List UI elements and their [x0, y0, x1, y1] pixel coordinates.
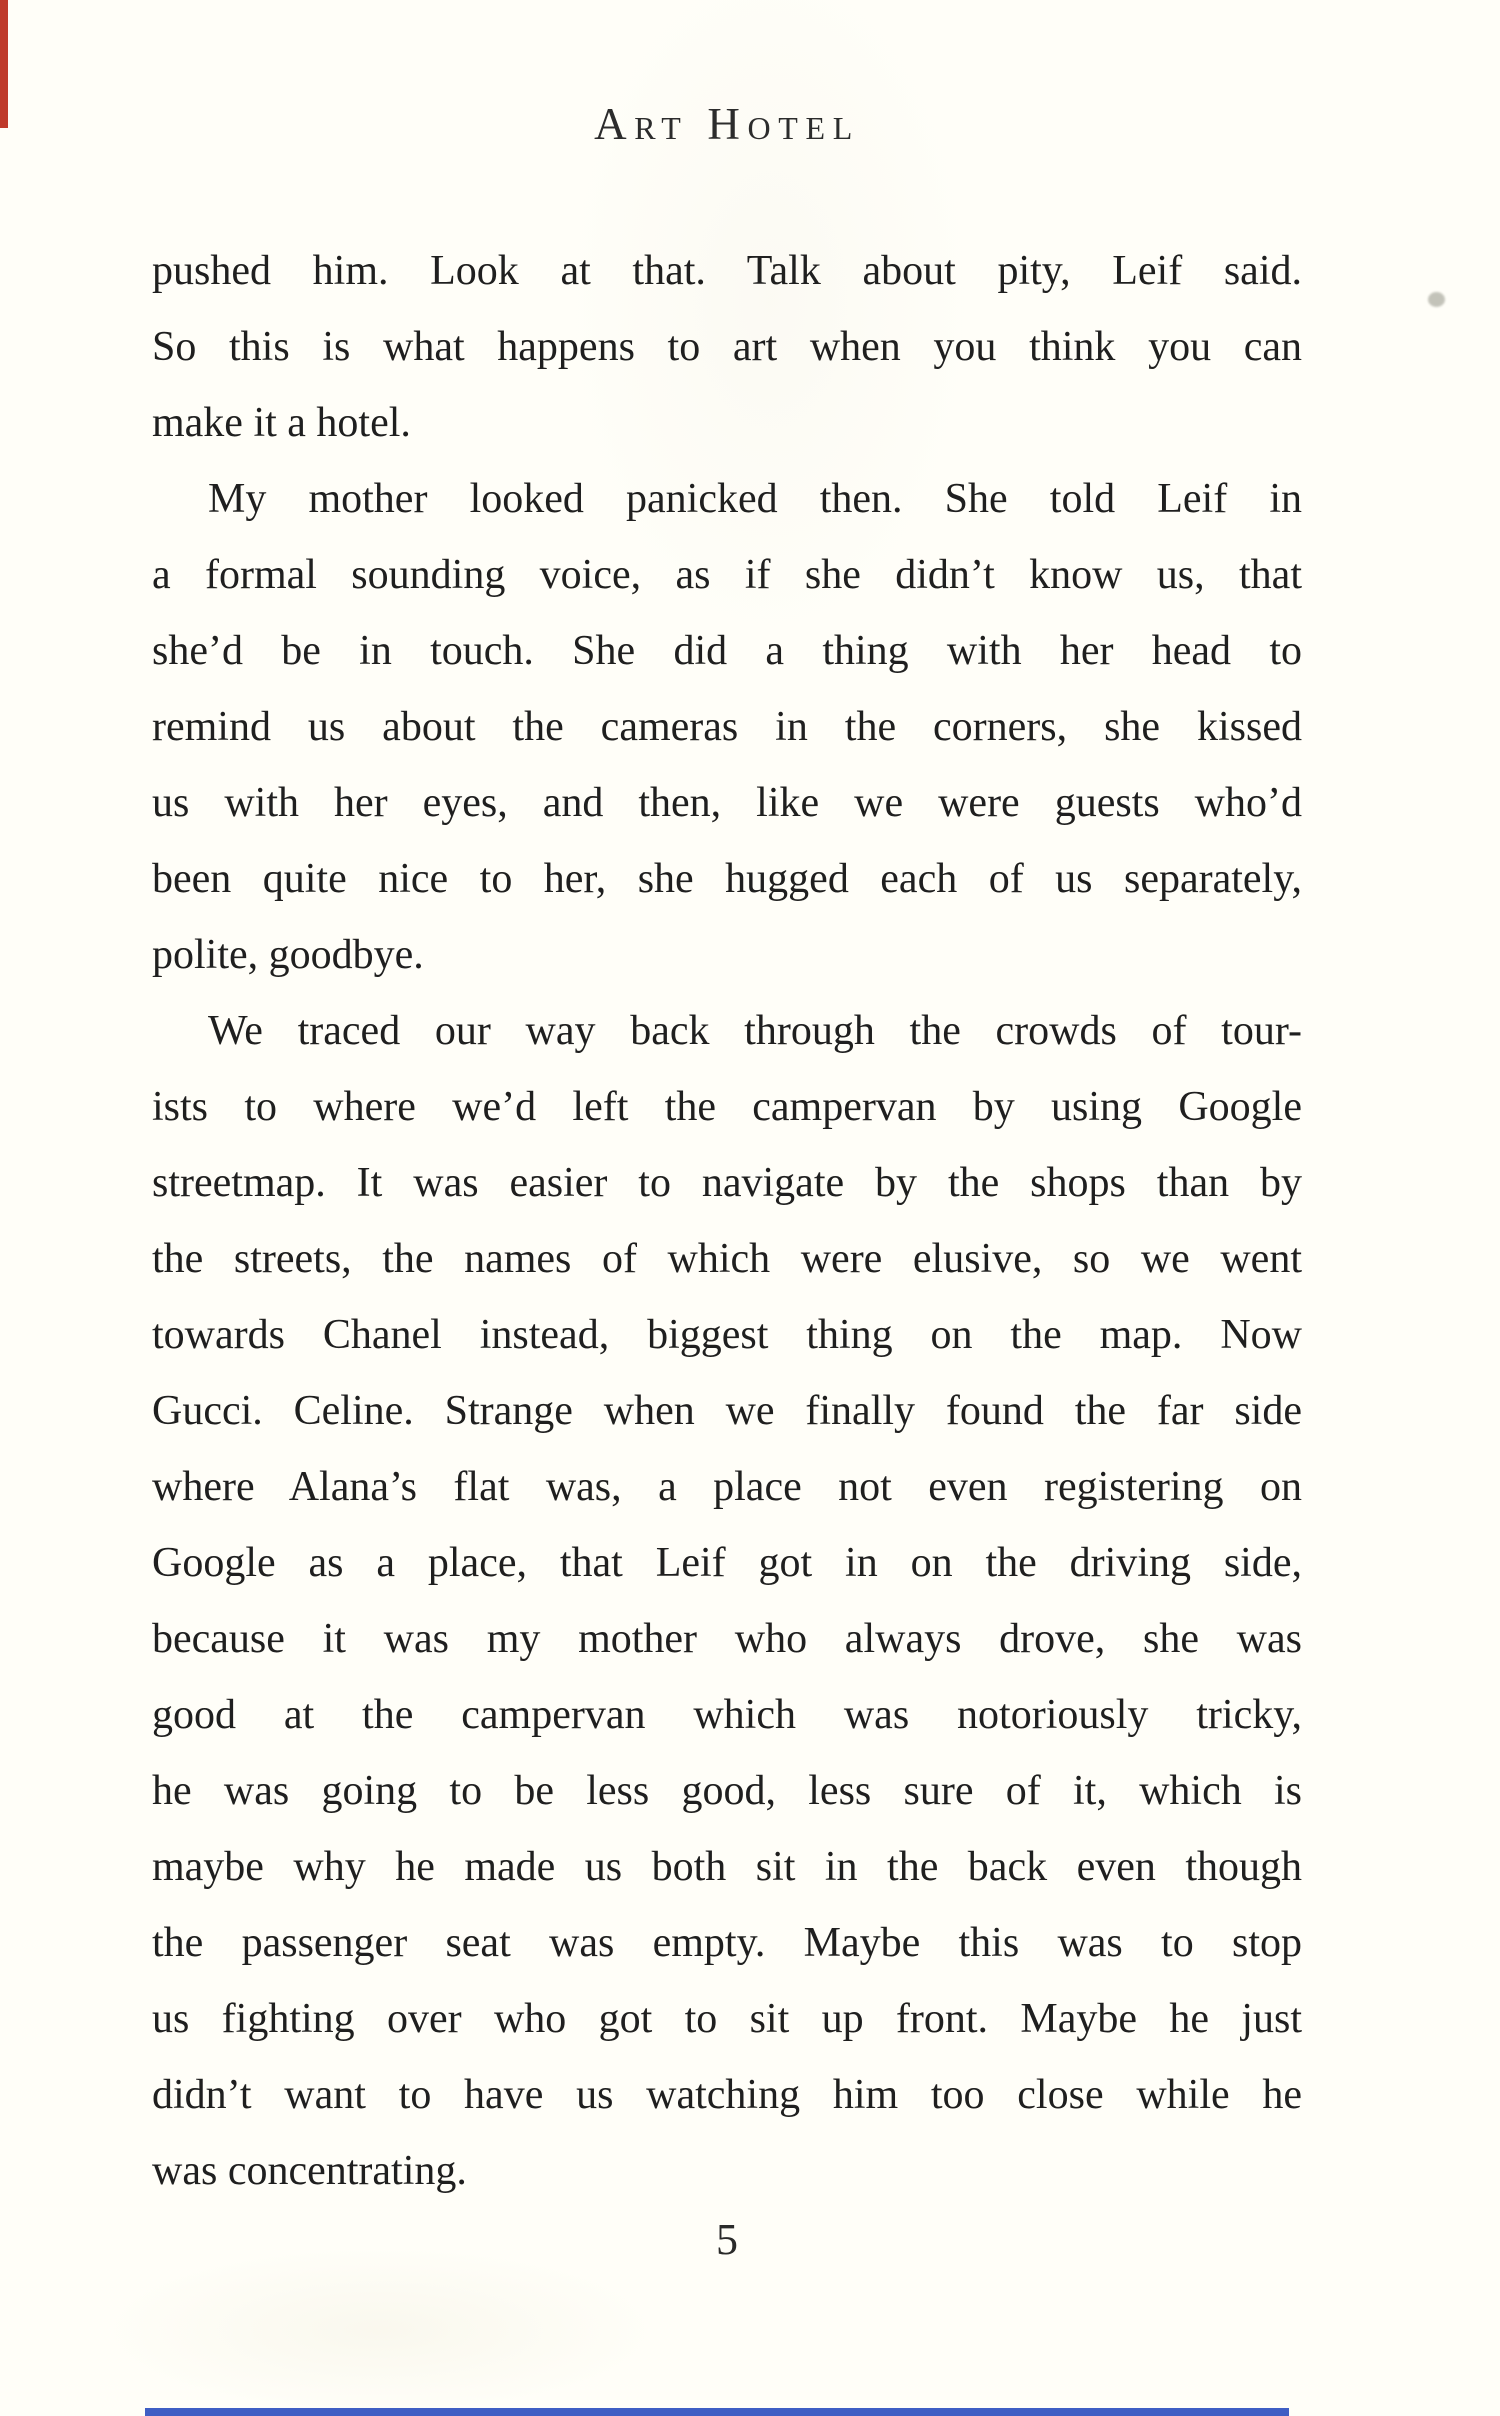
text-line: the streets, the names of which were elusive, so we went: [152, 1236, 1302, 1282]
text-line: pushed him. Look at that. Talk about pity, Leif said.: [152, 248, 1302, 294]
text-line: the passenger seat was empty. Maybe this was to stop: [152, 1920, 1302, 1966]
text-line: she’d be in touch. She did a thing with her head to: [152, 628, 1302, 674]
text-line: good at the campervan which was notoriously tricky,: [152, 1692, 1302, 1738]
text-line: So this is what happens to art when you think you can: [152, 324, 1302, 370]
text-line: he was going to be less good, less sure of it, which is: [152, 1768, 1302, 1814]
text-line: us fighting over who got to sit up front. Maybe he just: [152, 1996, 1302, 2042]
scan-edge-blue-artifact: [145, 2408, 1289, 2416]
text-line: didn’t want to have us watching him too close while he: [152, 2072, 1302, 2118]
text-line: polite, goodbye.: [152, 932, 424, 978]
scan-smudge-artifact: [1428, 292, 1445, 307]
text-line: streetmap. It was easier to navigate by the shops than by: [152, 1160, 1302, 1206]
text-line: towards Chanel instead, biggest thing on the map. Now: [152, 1312, 1302, 1358]
text-line: where Alana’s flat was, a place not even registering on: [152, 1464, 1302, 1510]
text-line: remind us about the cameras in the corners, she kissed: [152, 704, 1302, 750]
text-line: My mother looked panicked then. She told Leif in: [208, 476, 1302, 522]
text-line: We traced our way back through the crowds of tour-: [208, 1008, 1302, 1054]
text-line: a formal sounding voice, as if she didn’t know us, that: [152, 552, 1302, 598]
text-line: maybe why he made us both sit in the back even though: [152, 1844, 1302, 1890]
text-line: Gucci. Celine. Strange when we finally found the far side: [152, 1388, 1302, 1434]
text-block: [152, 233, 1302, 2209]
text-line: was concentrating.: [152, 2148, 467, 2194]
text-line: us with her eyes, and then, like we were guests who’d: [152, 780, 1302, 826]
scan-edge-red-artifact: [0, 0, 8, 128]
text-line: make it a hotel.: [152, 400, 411, 446]
page-number: 5: [716, 2215, 738, 2264]
text-line: ists to where we’d left the campervan by using Google: [152, 1084, 1302, 1130]
text-line: Google as a place, that Leif got in on the driving side,: [152, 1540, 1302, 1586]
text-line: been quite nice to her, she hugged each of us separately,: [152, 856, 1302, 902]
running-header: Art Hotel: [594, 99, 860, 149]
text-line: because it was my mother who always drove, she was: [152, 1616, 1302, 1662]
